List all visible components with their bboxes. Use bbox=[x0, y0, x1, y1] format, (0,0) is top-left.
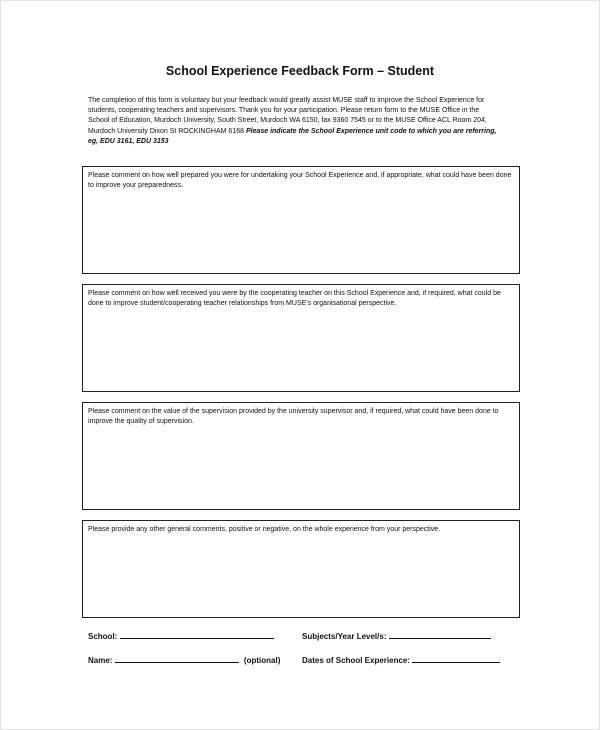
subjects-field bbox=[302, 630, 491, 641]
school-field bbox=[88, 630, 274, 641]
school-label: School: bbox=[88, 632, 118, 641]
name-label: Name: bbox=[88, 656, 113, 665]
school-input-line[interactable] bbox=[120, 630, 274, 639]
answer-area[interactable] bbox=[88, 201, 514, 268]
question-prompt: Please comment on how well prepared you were for undertaking your School Experience and, if appropriate, what could have been done to improve your preparedness. bbox=[88, 172, 512, 189]
intro-unit-code-example bbox=[88, 137, 528, 147]
form-introduction bbox=[88, 96, 528, 147]
question-prompt: Please comment on the value of the supervision provided by the university supervisor and, if required, what could have been done to improve the quality of supervision. bbox=[88, 408, 499, 425]
preparedness-comment-box[interactable] bbox=[82, 166, 520, 274]
intro-line: students, cooperating teachers and supervisors. Thank you for your participation. Please return form to the MUSE Office in the bbox=[88, 107, 480, 115]
dates-field bbox=[302, 654, 500, 665]
question-prompt: Please provide any other general comments, positive or negative, on the whole experience from your perspective. bbox=[88, 526, 441, 533]
optional-label: (optional) bbox=[243, 656, 281, 665]
subjects-input-line[interactable] bbox=[389, 630, 491, 639]
name-input-line[interactable] bbox=[115, 654, 239, 663]
question-prompt: Please comment on how well received you were by the cooperating teacher on this School Experience and, if required, what could be done to improve student/cooperating teacher relationships from MUSE's organisational perspective. bbox=[88, 290, 501, 307]
dates-input-line[interactable] bbox=[412, 654, 500, 663]
answer-area[interactable] bbox=[88, 555, 514, 612]
answer-area[interactable] bbox=[88, 437, 514, 504]
intro-emphasis-example: eg, EDU 3161, EDU 3153 bbox=[88, 137, 169, 145]
general-comment-box[interactable] bbox=[82, 520, 520, 618]
answer-area[interactable] bbox=[88, 319, 514, 386]
supervision-comment-box[interactable] bbox=[82, 402, 520, 510]
dates-label: Dates of School Experience: bbox=[302, 656, 411, 665]
name-field bbox=[88, 654, 280, 665]
form-title: School Experience Feedback Form – Student bbox=[165, 64, 435, 78]
subjects-label: Subjects/Year Level/s: bbox=[302, 632, 387, 641]
intro-line: Murdoch University Dixon St ROCKINGHAM 6168 bbox=[88, 127, 244, 135]
intro-emphasis: Please indicate the School Experience unit code to which you are referring, bbox=[245, 127, 497, 135]
intro-line: School of Education, Murdoch University, South Street, Murdoch WA 6150, fax 9360 7545 or to the MUSE Office ACL Room 204, bbox=[88, 117, 487, 125]
cooperating-teacher-comment-box[interactable] bbox=[82, 284, 520, 392]
intro-line-with-emphasis bbox=[88, 127, 528, 137]
intro-line: The completion of this form is voluntary but your feedback would greatly assist MUSE staff to improve the School Experience for bbox=[88, 97, 485, 104]
